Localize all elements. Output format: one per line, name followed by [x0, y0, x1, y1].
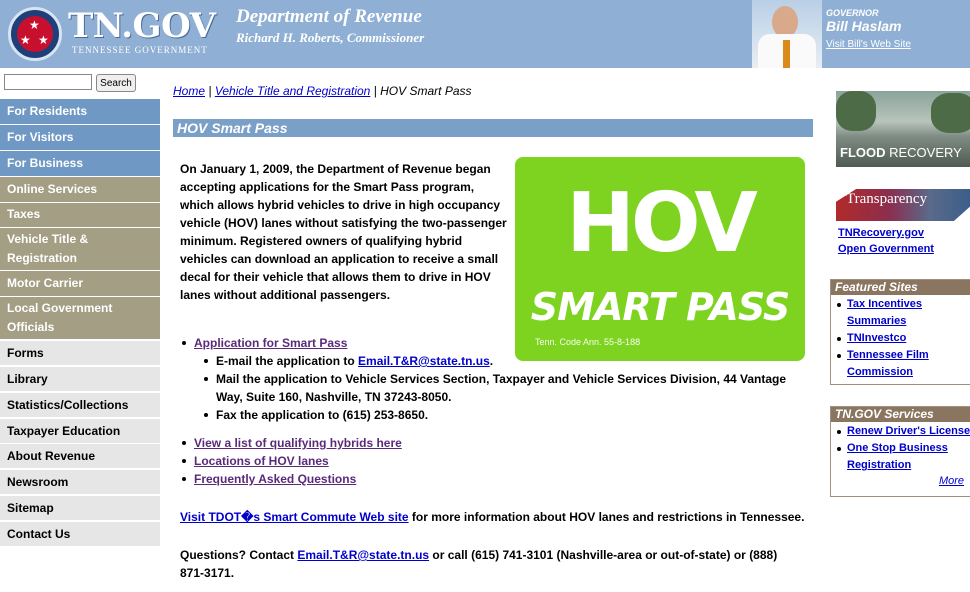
- intro-paragraph: On January 1, 2009, the Department of Revenue began accepting applications for the Smart Pass program, which allows hybrid vehicles to drive in high occupancy vehicle (HOV) lanes without satisfying the two-passenger minimum. Registered owners of qualifying hybrid vehicles can download an application to receive a small decal for their vehicle that allows them to drive in HOV lanes without additional passengers.: [180, 162, 507, 302]
- breadcrumb-separator: |: [205, 84, 215, 98]
- flood-rest: RECOVERY: [885, 145, 962, 160]
- email-instruction: E-mail the application to: [216, 354, 359, 368]
- bullet-icon: [837, 337, 841, 341]
- tax-incentives-link[interactable]: Tax Incentives Summaries: [847, 298, 922, 327]
- nav-item-for-residents[interactable]: For Residents: [0, 99, 160, 125]
- governor-site-link[interactable]: Visit Bill's Web Site: [826, 39, 911, 50]
- email-suffix: .: [489, 354, 494, 368]
- flood-recovery-label: [840, 145, 962, 160]
- page-title: HOV Smart Pass: [173, 119, 813, 137]
- breadcrumb-separator: |: [370, 84, 381, 98]
- bullet-icon: [204, 377, 208, 381]
- questions-suffix: or call (615) 741-3101 (Nashville-area or out-of-state) or (888) 871-3171.: [180, 548, 778, 580]
- hov-lanes-link[interactable]: Locations of HOV lanes: [194, 454, 329, 468]
- star-icon: ★: [20, 33, 31, 47]
- tn-seal-icon[interactable]: [8, 7, 62, 61]
- tenn-code-reference: Tenn. Code Ann. 55-8-188: [535, 337, 641, 347]
- tn-gov-services-box: [830, 406, 970, 497]
- breadcrumb: [173, 84, 472, 98]
- breadcrumb-home[interactable]: Home: [173, 84, 206, 98]
- left-navigation: [0, 68, 160, 592]
- mail-instruction-line1: Mail the application to Vehicle Services Section, Taxpayer and Vehicle Services Division, 44 Vantage: [216, 372, 787, 386]
- governor-tie: [783, 40, 790, 68]
- questions-email-link[interactable]: Email.T&R@state.tn.us: [297, 548, 430, 562]
- more-services-link[interactable]: More: [938, 475, 964, 487]
- governor-photo: [752, 0, 822, 68]
- seal-inner: [17, 16, 53, 52]
- nav-item-motor-carrier[interactable]: Motor Carrier: [0, 271, 160, 297]
- nav-item-contact-us[interactable]: Contact Us: [0, 522, 160, 547]
- nav-item-library[interactable]: Library: [0, 367, 160, 392]
- nav-item-vehicle-title[interactable]: Vehicle Title & Registration: [0, 228, 160, 271]
- featured-sites-box: [830, 279, 970, 385]
- transparency-label: Transparency: [846, 191, 928, 207]
- list-item: [180, 388, 810, 406]
- bullet-icon: [837, 430, 841, 434]
- tree-shape: [931, 93, 970, 133]
- nav-item-newsroom[interactable]: Newsroom: [0, 470, 160, 495]
- nav-item-online-services[interactable]: Online Services: [0, 177, 160, 203]
- questions-prefix: Questions? Contact: [180, 548, 298, 562]
- bullet-icon: [837, 447, 841, 451]
- tdot-link[interactable]: Visit TDOT�s Smart Commute Web site: [180, 510, 409, 524]
- nav-item-taxpayer-education[interactable]: Taxpayer Education: [0, 419, 160, 444]
- list-item: [180, 470, 810, 488]
- list-item: [180, 452, 810, 470]
- qualifying-hybrids-link[interactable]: View a list of qualifying hybrids here: [194, 436, 402, 450]
- nav-item-about-revenue[interactable]: About Revenue: [0, 444, 160, 469]
- search-input[interactable]: [4, 74, 92, 90]
- tn-gov-logo[interactable]: TN.GOV: [68, 6, 216, 46]
- nav-item-for-business[interactable]: For Business: [0, 151, 160, 177]
- site-header: [0, 0, 970, 68]
- flood-recovery-banner[interactable]: [836, 91, 970, 167]
- tnrecovery-link[interactable]: TNRecovery.gov: [838, 227, 924, 239]
- bullet-icon: [204, 413, 208, 417]
- questions-paragraph: [180, 546, 800, 582]
- list-item: [180, 406, 810, 424]
- bullet-icon: [837, 354, 841, 358]
- nav-item-taxes[interactable]: Taxes: [0, 203, 160, 228]
- nav-item-forms[interactable]: Forms: [0, 341, 160, 366]
- nav-item-for-visitors[interactable]: For Visitors: [0, 125, 160, 151]
- flood-bold: FLOOD: [840, 145, 886, 160]
- transparency-banner[interactable]: [836, 187, 970, 223]
- bullet-icon: [182, 441, 186, 445]
- faq-link[interactable]: Frequently Asked Questions: [194, 472, 357, 486]
- bullet-icon: [182, 477, 186, 481]
- fax-instruction: Fax the application to (615) 253-8650.: [216, 408, 429, 422]
- list-item: [180, 352, 810, 370]
- list-item: [180, 434, 810, 452]
- tn-gov-services-title: TN.GOV Services: [831, 407, 970, 422]
- hov-logo-text: HOV: [566, 176, 754, 271]
- tdot-text: for more information about HOV lanes and restrictions in Tennessee.: [408, 510, 805, 524]
- open-government-link[interactable]: Open Government: [838, 243, 934, 255]
- breadcrumb-current: HOV Smart Pass: [380, 84, 472, 98]
- bullet-icon: [182, 459, 186, 463]
- governor-name: Bill Haslam: [826, 18, 902, 34]
- star-icon: ★: [38, 33, 49, 47]
- list-item: [180, 334, 810, 352]
- bullet-icon: [182, 341, 186, 345]
- tree-shape: [836, 91, 876, 131]
- commissioner-name: Richard H. Roberts, Commissioner: [236, 30, 425, 45]
- tn-gov-tagline: TENNESSEE GOVERNMENT: [72, 45, 208, 55]
- mail-instruction-line2: Way, Suite 160, Nashville, TN 37243-8050.: [216, 390, 452, 404]
- featured-sites-title: Featured Sites: [831, 280, 970, 295]
- list-item: [180, 370, 810, 388]
- tdot-paragraph: [180, 508, 820, 526]
- star-icon: ★: [29, 18, 40, 32]
- department-title: Department of Revenue: [236, 6, 422, 27]
- nav-item-sitemap[interactable]: Sitemap: [0, 496, 160, 521]
- search-button[interactable]: Search: [96, 74, 136, 92]
- breadcrumb-vehicle-title[interactable]: Vehicle Title and Registration: [214, 84, 371, 98]
- hov-smart-pass-logo: [515, 157, 805, 361]
- smart-pass-logo-text: SMART PASS: [530, 285, 790, 329]
- application-link[interactable]: Application for Smart Pass: [194, 336, 348, 350]
- bullet-icon: [204, 359, 208, 363]
- nav-item-local-government[interactable]: Local Government Officials: [0, 297, 160, 340]
- one-stop-business-link[interactable]: One Stop Business Registration: [847, 442, 948, 471]
- film-commission-link[interactable]: Tennessee Film Commission: [847, 349, 929, 378]
- governor-label: GOVERNOR: [826, 8, 879, 18]
- email-link[interactable]: Email.T&R@state.tn.us: [358, 354, 490, 368]
- tninvestco-link[interactable]: TNInvestco: [847, 332, 907, 344]
- nav-item-statistics[interactable]: Statistics/Collections: [0, 393, 160, 418]
- bullet-icon: [837, 303, 841, 307]
- renew-license-link[interactable]: Renew Driver's License: [847, 425, 970, 437]
